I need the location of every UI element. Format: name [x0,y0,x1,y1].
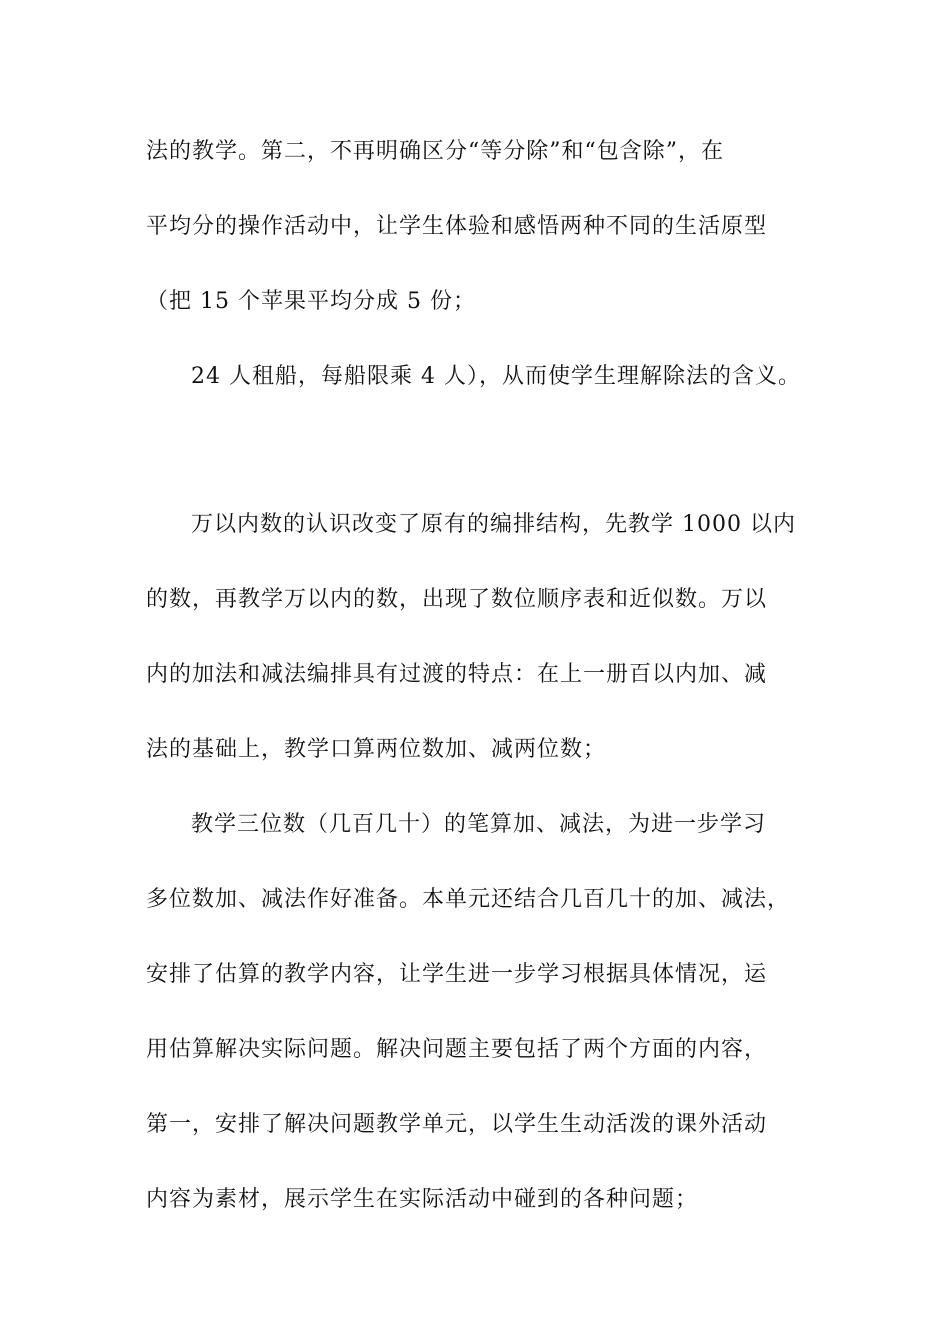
text-line: 的数，再教学万以内的数，出现了数位顺序表和近似数。万以 [146,587,768,612]
text-line: 平均分的操作活动中，让学生体验和感悟两种不同的生活原型 [146,214,768,239]
text-line: （把 15 个苹果平均分成 5 份； [146,289,476,314]
text-line: 第一，安排了解决问题教学单元，以学生生动活泼的课外活动 [146,1112,768,1137]
text-line: 法的教学。第二，不再明确区分“等分除”和“包含除”，在 [146,139,724,164]
text-line: 安排了估算的教学内容，让学生进一步学习根据具体情况，运 [146,962,768,987]
text-line: 用估算解决实际问题。解决问题主要包括了两个方面的内容， [146,1037,768,1062]
text-line: 多位数加、减法作好准备。本单元还结合几百几十的加、减法， [146,887,791,912]
paragraph-first-line: 万以内数的认识改变了原有的编排结构，先教学 1000 以内 [191,512,796,537]
text-line: 法的基础上，教学口算两位数加、减两位数； [146,737,607,762]
text-line: 内容为素材，展示学生在实际活动中碰到的各种问题； [146,1187,699,1212]
paragraph-first-line: 24 人租船，每船限乘 4 人），从而使学生理解除法的含义。 [191,364,801,389]
text-line: 内的加法和减法编排具有过渡的特点：在上一册百以内加、减 [146,662,768,687]
paragraph-first-line: 教学三位数（几百几十）的笔算加、减法，为进一步学习 [191,812,767,837]
